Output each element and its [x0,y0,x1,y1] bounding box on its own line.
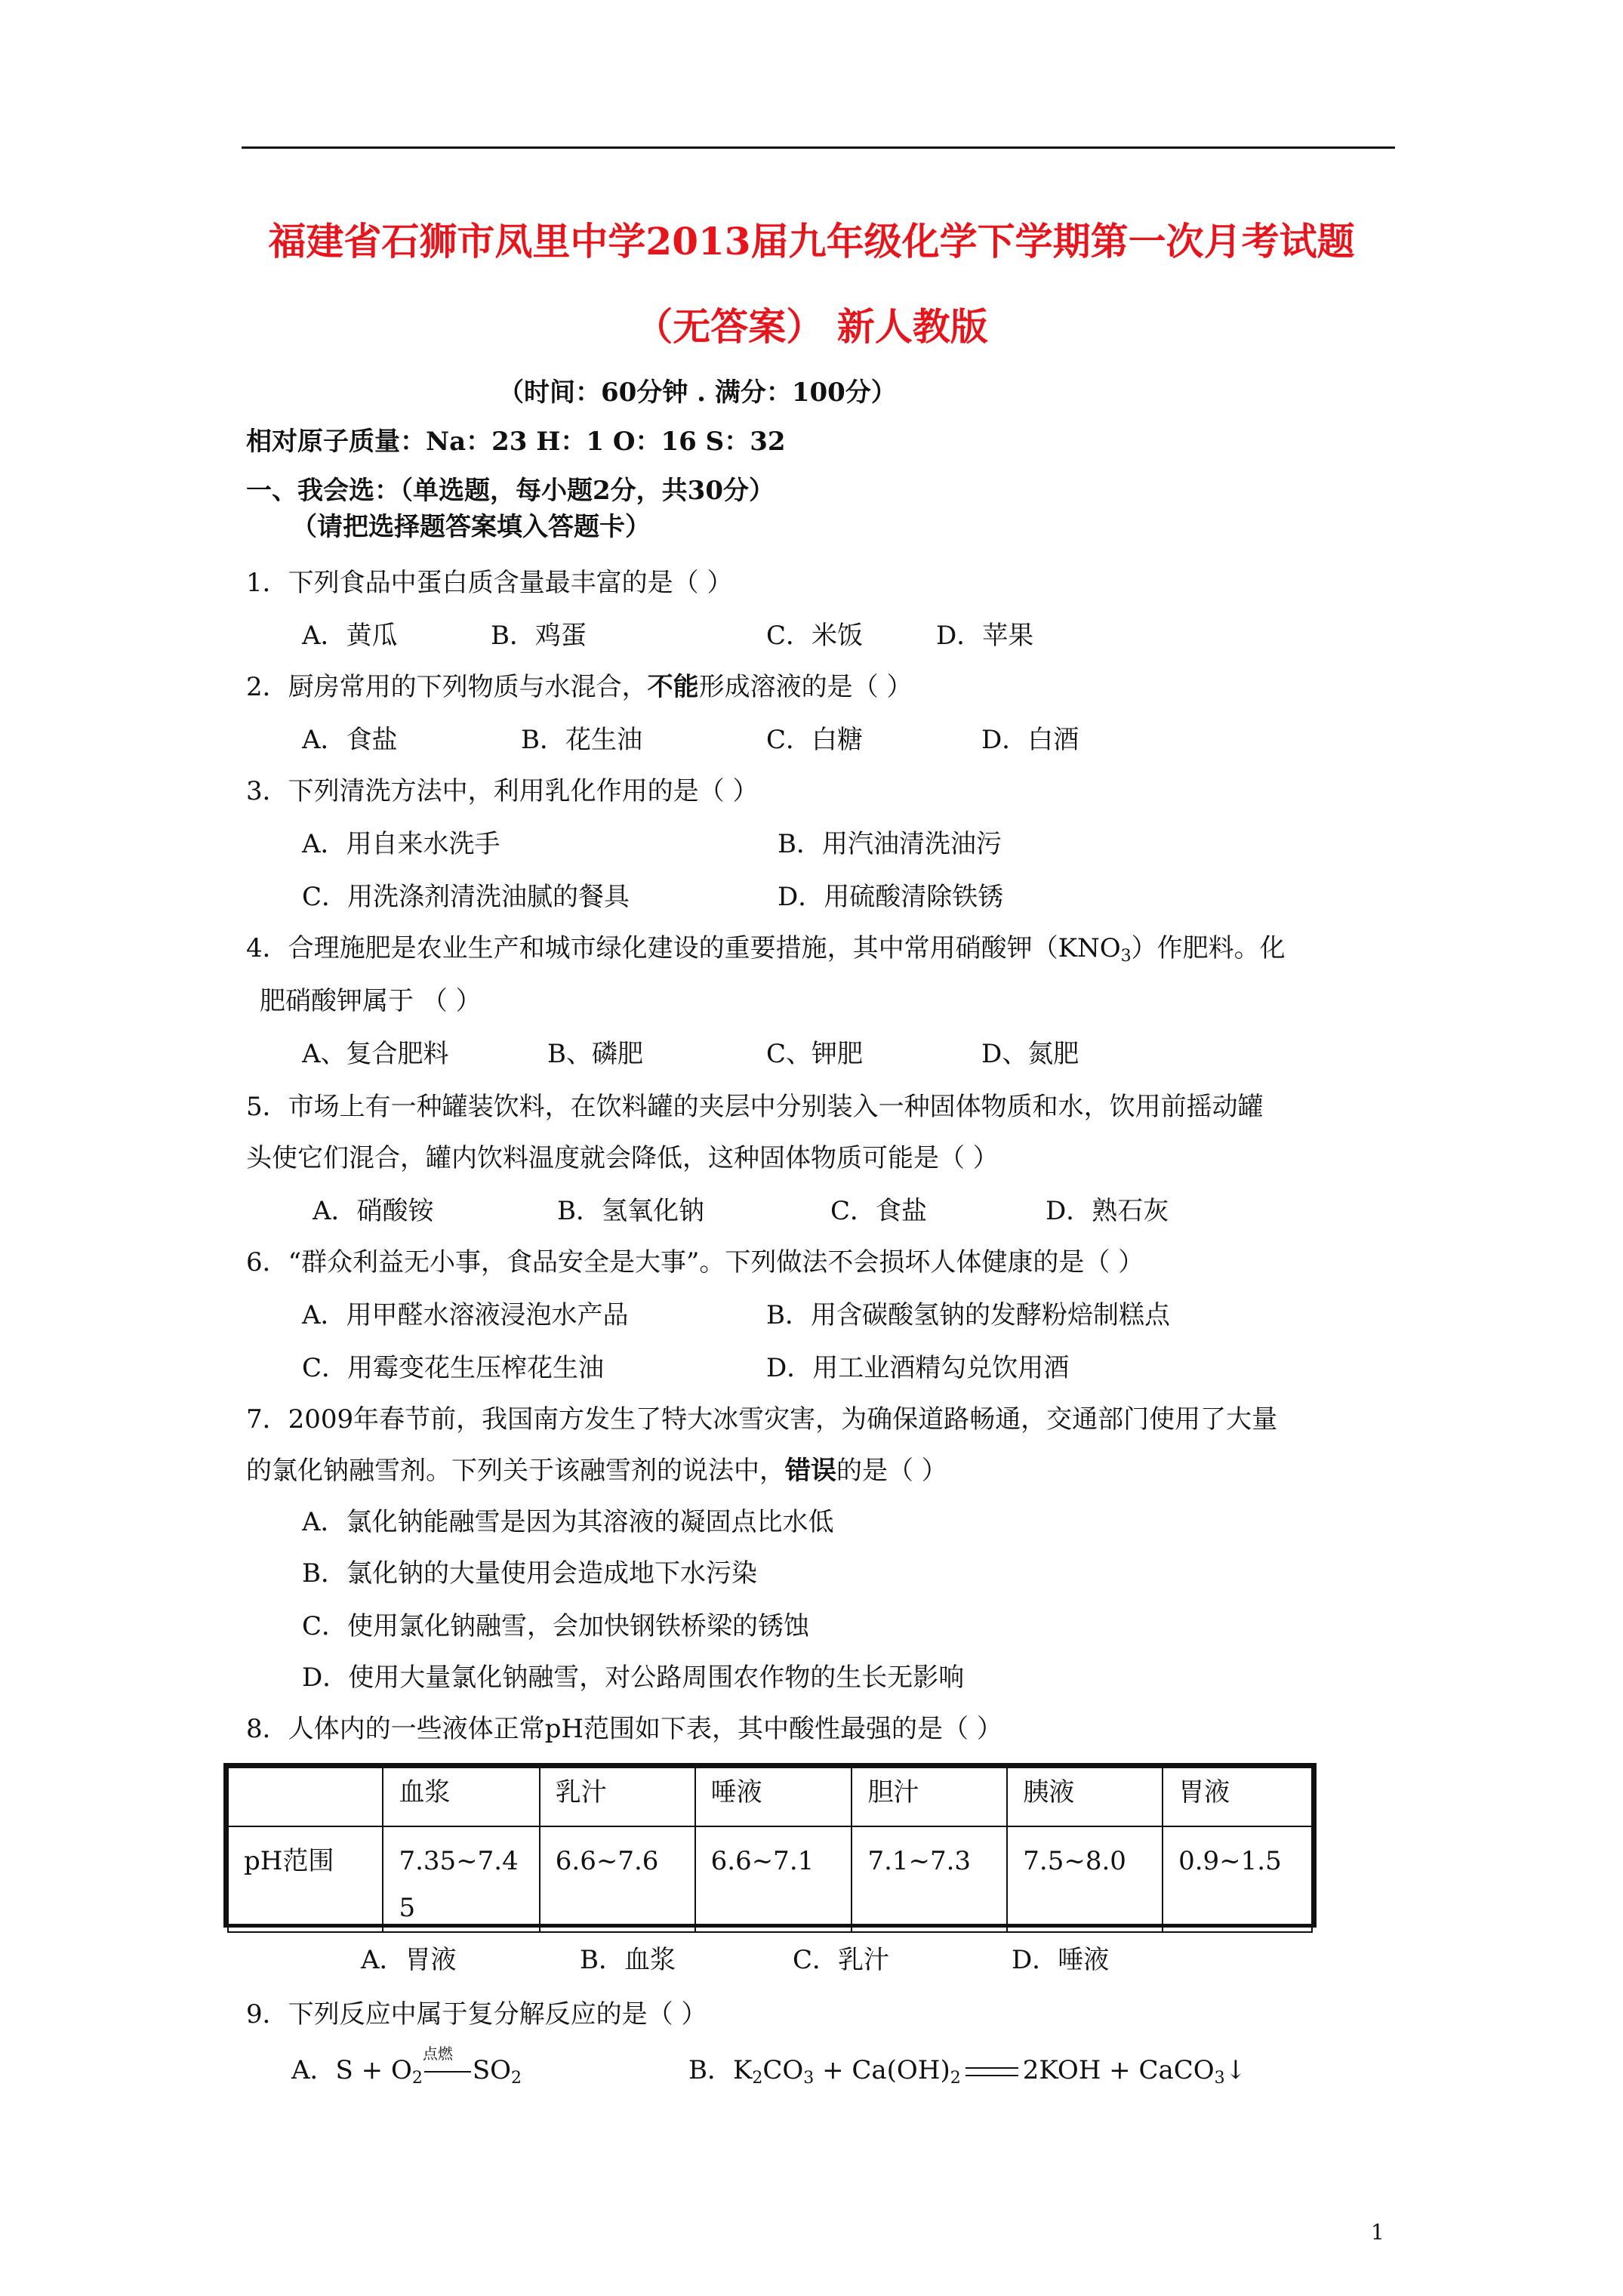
ph-table-value-cell: 7.5~8.0 [1007,1826,1163,1932]
ph-table-value-cell: 6.6~7.1 [695,1826,852,1932]
question-4-stem: 4．合理施肥是农业生产和城市绿化建设的重要措施，其中常用硝酸钾$(KNO_3)$作肥料。化 [246,933,1286,966]
question-7-option-a: A．氯化钠能融雪是因为其溶液的凝固点比水低 [302,1507,834,1537]
question-5-stem-line1: 5．市场上有一种罐装饮料，在饮料罐的夹层中分别装入一种固体物质和水，饮用前摇动罐 [246,1092,1264,1122]
precipitate-arrow-icon: ↓ [1224,2055,1247,2085]
ph-table-corner-cell [228,1767,383,1826]
exam-title-line2: （无答案） 新人教版 [635,304,988,349]
question-6-option-c: C．用霉变花生压榨花生油 [302,1353,605,1383]
question-3-stem: 3．下列清洗方法中，利用乳化作用的是（ ） [246,776,759,806]
ph-table-header-cell: 唾液 [695,1767,852,1826]
header-rule [242,146,1395,149]
question-5-option-a: A．硝酸铵 [313,1196,434,1226]
question-8-option-d: D．唾液 [1012,1945,1110,1975]
ph-range-table [223,1763,1317,1928]
ph-table-header-cell: 胆汁 [852,1767,1007,1826]
question-9-stem: 9．下列反应中属于复分解反应的是（ ） [246,1999,707,2029]
reaction-condition: 点燃 [423,2054,473,2087]
ph-table-value-cell: 7.35~7.45 [383,1826,539,1932]
question-1-stem: 1．下列食品中蛋白质含量最丰富的是（ ） [246,568,733,598]
question-4-option-a: A、复合肥料 [302,1039,449,1069]
ph-table-value-cell: 7.1~7.3 [852,1826,1007,1932]
question-6-option-d: D．用工业酒精勾兑饮用酒 [766,1353,1070,1383]
question-6-option-a: A．用甲醛水溶液浸泡水产品 [302,1300,629,1330]
equals-sign [965,2067,1018,2076]
ph-table-header-row [228,1767,1312,1826]
question-7-option-c: C．使用氯化钠融雪，会加快钢铁桥梁的锈蚀 [302,1611,810,1641]
question-4-option-c: C、钾肥 [766,1039,864,1069]
question-1-option-a: A．黄瓜 [302,621,398,651]
question-4-stem-line2: 肥硝酸钾属于 （ ） [260,986,482,1016]
question-4-option-b: B、磷肥 [547,1039,643,1069]
ph-table-header-cell: 胃液 [1163,1767,1312,1826]
question-9-option-a: A．$S + O_2$ 点燃 $SO_2$ [291,2045,522,2088]
question-1-option-b: B．鸡蛋 [491,621,587,651]
ph-table-header-cell: 乳汁 [540,1767,695,1826]
question-4-option-d: D、氮肥 [981,1039,1079,1069]
question-1-option-d: D．苹果 [936,621,1034,651]
question-5-stem-line2: 头使它们混合，罐内饮料温度就会降低，这种固体物质可能是（ ） [246,1143,999,1173]
question-2-option-a: A．食盐 [302,725,398,755]
ph-table-header-cell: 血浆 [383,1767,539,1826]
section1-note: （请把选择题答案填入答题卡） [291,512,651,542]
question-7-stem-line1: 7．2009年春节前，我国南方发生了特大冰雪灾害，为确保道路畅通，交通部门使用了大量 [246,1404,1278,1435]
page-number: 1 [1371,2220,1384,2245]
question-3-option-d: D．用硫酸清除铁锈 [778,882,1004,912]
question-5-option-c: C．食盐 [830,1196,928,1226]
ph-table-value-cell: 6.6~7.6 [540,1826,695,1932]
question-9-option-b: B．$K_2CO_3 + Ca(OH)_2$ 2KOH + CaCO$_3$↓ [688,2055,1247,2088]
question-3-option-a: A．用自来水洗手 [302,829,500,859]
question-2-option-c: C．白糖 [766,725,864,755]
question-6-stem: 6．“群众利益无小事，食品安全是大事”。下列做法不会损坏人体健康的是（ ） [246,1247,1144,1277]
question-2-stem: 2．厨房常用的下列物质与水混合，不能形成溶液的是（ ） [246,672,913,702]
question-2-option-d: D．白酒 [981,725,1079,755]
question-1-option-c: C．米饭 [766,621,864,651]
question-8-option-c: C．乳汁 [793,1945,890,1975]
question-6-option-b: B．用含碳酸氢钠的发酵粉焙制糕点 [766,1300,1170,1330]
question-7-option-b: B．氯化钠的大量使用会造成地下水污染 [302,1558,757,1589]
question-3-option-b: B．用汽油清洗油污 [778,829,1002,859]
exam-info: （时间：60分钟 . 满分：100分） [498,378,897,408]
question-2-option-b: B．花生油 [521,725,642,755]
question-8-option-a: A．胃液 [361,1945,457,1975]
question-3-option-c: C．用洗涤剂清洗油腻的餐具 [302,882,630,912]
question-8-option-b: B．血浆 [580,1945,676,1975]
ph-table-value-row [228,1826,1312,1932]
ph-table-row-label: pH范围 [228,1826,383,1932]
ph-table-value-cell: 0.9~1.5 [1163,1826,1312,1932]
section1-heading: 一、我会选：（单选题，每小题2分，共30分） [246,476,775,506]
question-7-option-d: D．使用大量氯化钠融雪，对公路周围农作物的生长无影响 [302,1663,965,1693]
exam-title-line1: 福建省石狮市凤里中学2013届九年级化学下学期第一次月考试题 [268,219,1355,264]
question-7-stem-line2: 的氯化钠融雪剂。下列关于该融雪剂的说法中，错误的是（ ） [246,1456,947,1486]
question-5-option-b: B．氢氧化钠 [557,1196,704,1226]
question-8-stem: 8．人体内的一些液体正常pH范围如下表，其中酸性最强的是（ ） [246,1714,1002,1744]
ph-table-header-cell: 胰液 [1007,1767,1163,1826]
question-5-option-d: D．熟石灰 [1046,1196,1169,1226]
atomic-mass: 相对原子质量：Na：23 H：1 O：16 S：32 [246,427,786,457]
